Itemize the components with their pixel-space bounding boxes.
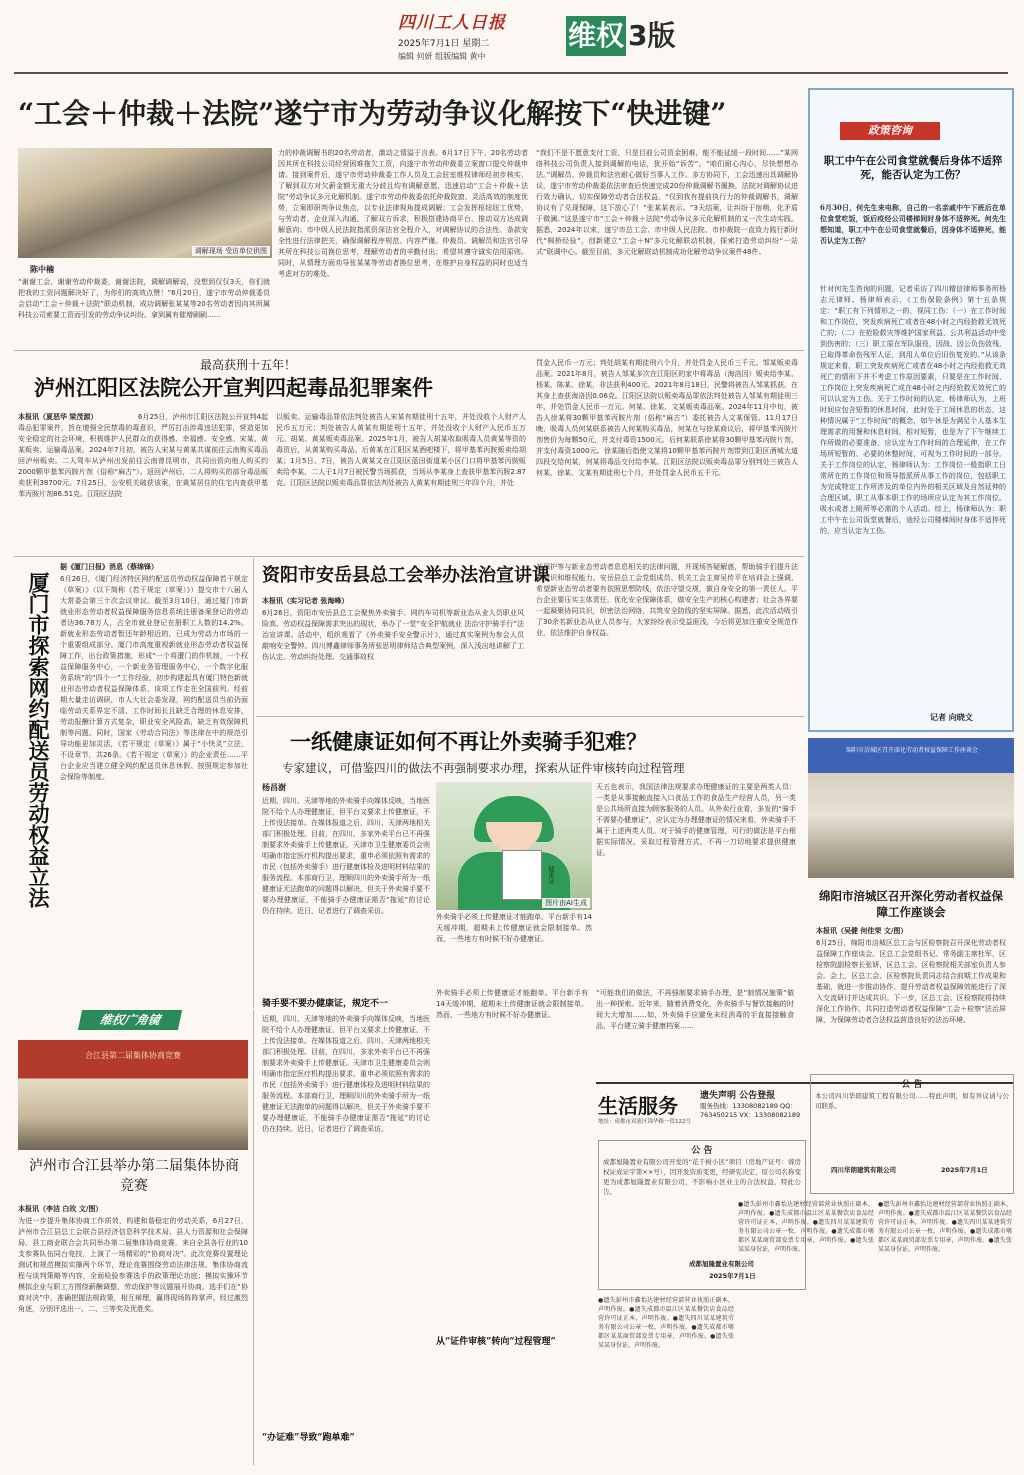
health-lower-col-2: 外卖骑手必须上传健康证才能跑单。平台新手有14天缓冲期，超期未上传健康证就会限制接单。然而，一些地方有时候不好办健康证。 <box>436 989 588 1019</box>
mianyang-banner-text: 绵阳市涪城区召开深化劳动者权益保障工作座谈会 <box>845 747 978 754</box>
contest-banner-text: 合江县第二届集体协商竞赛 <box>85 1051 181 1060</box>
editor-line: 编辑 何妍 组版编辑 黄中 <box>398 52 486 61</box>
xiamen-body-lower <box>18 926 248 1006</box>
policy-reporter: 记者 向晓文 <box>930 713 973 722</box>
health-lower-col-4: “可能我们的做法，不再强制要求骑手办理，是“制情况施策”做出一种探索。近年来，随着消费变化，外卖骑手与餐饮接触的时间大大增加……如，外卖骑手应避免未经消毒的手直接接触食品，平台建立骑手健康档案…… <box>596 989 794 1030</box>
health-card-label: 健康证 <box>547 866 554 884</box>
notice-1-date: 2025年7月1日 <box>709 1272 756 1280</box>
notice-2-date: 2025年7月1日 <box>941 1166 988 1174</box>
rider-face <box>486 822 542 852</box>
policy-intro: 6月30日，何先生来电称，自己的一名亲戚中午下班后在单位食堂吃饭，饭后疫经公司楼梯间时身体不适猝死。何先生想知道，职工中午在公司食堂就餐后，因身体不适猝死，能否认定为工伤？ <box>820 203 1006 245</box>
lead-photo-caption: 调解现场 受访单位供图 <box>192 246 270 256</box>
health-column-2: 外卖骑手必须上传健康证才能跑单。平台新手有14天缓冲期，超期未上传健康证就会限制接单。然而，一些地方有时候不好办健康证。 <box>436 913 592 943</box>
notice-1-org: 成都旭隆置业有限公司 <box>689 1260 754 1268</box>
health-subhead: 专家建议，可借鉴四川的做法不再强制要求办理，探索从证件审核转向过程管理 <box>282 761 685 775</box>
mianyang-byline: 本报讯（吴健 何佳荣 文/图） <box>816 927 908 935</box>
lead-headline: “工会＋仲裁＋法院”遂宁市为劳动争议化解按下“快进键” <box>18 97 727 130</box>
drug-kicker: 最高获刑十五年！ <box>200 358 297 372</box>
xiamen-body: 6月26日，《厦门经济特区网约配送员劳动权益保障若干规定（草案）》（以下简称《若干规定（草案）》）提交市十八届人大常委会第三十次会议审议。截至3月10日，通过厦门市新就业形态劳动者权益保障服务信息系统注册备案登记的劳动者达36.78万人，占全市就业登记在册职工人数的14.2%。新就业形态劳动者暂还年龄相近的，已成为劳动力市场的一个重要组成部分。厦门市高度重视新就业形态劳动者权益保障工作，出台政策措施，形成“一个将遭门的作机制，一个权益保障服务中心，一个新业务管理服务中心，一个数字化服务系统”的“四个一”工作经验，初步构建起具有厦门特色新就业形态劳动者权益保障体系，该项工作走在全国前列。经前期大量走访调研，市人大社会委发现，网约配送员当前仍面临劳动关系界定不清，工作时间长且缺乏合理的休息安排，劳动报酬计算方式复杂，职业安全风险高，缺乏有效保障机制等问题。同时，国家《劳动合同法》等法律在中的规范引导功能更加灵活，《若干规定（草案）》属于“小快灵”立法，不设章节，共26条。《若干规定（草案）》的企业责任……平台企业应当建立健全网约配送员休息休假、按照规定参加社会保险等制度。 <box>60 575 248 781</box>
page-number: 3版 <box>628 19 676 52</box>
section-label: 维权 <box>566 16 626 56</box>
drug-headline: 泸州江阳区法院公开宣判四起毒品犯罪案件 <box>34 375 433 400</box>
health-lower-col-1: 近期，四川、天津等地的外卖骑手向媒体反映，当地医院不给个人办理健康证，但平台又要求上传健康证，不上传没法接单。在媒体报道之后，四川、天津两地相关部门积极处理。目前，在四川，多家外卖平台已不再强制要求外卖骑手上传健康证。天津市卫生健康委员会则明确市指定医疗机构提出要求，重申必须依照有需求的市民（包括外卖骑手）进行健康体检及进明材料结果的服务流程。本部商行卫，理顺四川的外卖骑手所为一纸健康证无法跑单的问题得以解决，但关于外卖骑手要不要办理健康证，不能骑手办健康证需否“拖延”的讨论仍在持续。近日，记者进行了调查采访。 <box>262 1015 430 1133</box>
small-ads-2: ●遗失彭州市鑫怡达建材经营部营业执照正副本，声明作废。●遗失成都市温江区某某餐饮店食品经营许可证正本，声明作废。●遗失四川某某建筑劳务有限公司公章一枚，声明作废。●遗失成都市郫都区某某商贸部发票专用章，声明作废。●遗失张某某身份证，声明作废。 <box>738 1201 874 1253</box>
policy-body: 针对何先生咨询的问题，记者采访了四川精信律师事务所杨志元律师。杨律师表示，《工伤保险条例》第十五条规定：“职工有下列情形之一的，视同工伤：（一）在工作时间和工作岗位，突发疾病死亡或者在48小时之内经抢救无效死亡的；（二）在抢险救灾等维护国家利益、公共利益活动中受到伤害的；（三）职工原在军队服役，因战、因公负伤致残，已取得革命伤残军人证，到用人单位后旧伤复发的。”从该条规定来看，职工突发疾病死亡或者在48小时之内经抢救无效死亡的情形下并不考虑工作原因要素，只要是在工作时间、工作岗位上突发疾病死亡或在48小时之内经抢救无效死亡的可以认定为工伤。关于工作时间的认定，杨律师认为，上班时间应包含短暂的休息时间，此时处于工间休息的状态，这种情况属于“工作时间”的概念，如午休是为满足个人基本生理需求的用餐和休息时间，相对短暂，也是为了下午继续工作所做的必要准备，应认定为工作时间的合理延伸，在工作场所短暂的、必要的休整时间，可视为工作时间的一部分。关于工作岗位的认定，杨律师认为：工作岗位一般指职工日常所在的工作岗位和领导指派所从事工作的岗位，包括职工为完成特定工作所涉及的单位内外的相关区域及自然延伸的合理区域。职工从事本职工作的场所应认定为其工作岗位。吸水或者上厕所等必需的个人活动。综上，杨律师认为：职工中午在公司饭堂就餐后，途经公司楼梯间时身体不适猝死的，应当认定为工伤。 <box>820 285 1006 535</box>
issue-date: 2025年7月1日 星期二 <box>398 39 490 49</box>
policy-banner: 政策咨询 <box>840 122 940 140</box>
notice-2-box <box>810 1074 1014 1194</box>
notice-2-body: 本公司四川华朗建筑工程有限公司……特此声明，如有异议请与公司联系。 <box>815 1092 1009 1110</box>
drug-byline: 本报讯（夏恶华 梁茂源） <box>18 413 98 421</box>
drug-column-1: 6月25日，泸州市江阳区法院公开宣判4起毒品犯罪案件，旨在增强全民禁毒的毒意识，严厉打击涉毒违法犯罪，营造更加安全稳定的社会环境，积极维护人民群众的获得感、幸福感、安全感。宋某、黄某贩卖、运输毒品案。2024年7月初，被告人宋某与黄某共谋前往云南购买毒品回泸州贩卖。二人驾车从泸州出发前往云南曾昆明市，共同出资向他人购买约2000颗甲基苯丙胺片剂（俗称“麻古”）。返回泸州后，二人将购买的部分毒品贩卖获利38700元。7月25日，公安机关破获该案，在黄某居住的住宅内查获甲基苯丙胺片剂86.51克。江阳区法院 <box>18 413 268 498</box>
lead-byline: 陈中楠 <box>30 265 54 274</box>
notice-1-title: 公 告 <box>691 1146 713 1156</box>
mianyang-body: 6月25日，绵阳市涪城区总工会与区检察院召开深化劳动者权益保障工作座谈会。区总工会党组书记、常务副主席杜军，区检察院副检察长张妍，区总工会、区检察院相关部室负责人参会。会上，区总工会、区检察院负责同志结合前期工作成果和基础，就进一步推动协作、提升劳动者权益保障效能进行了深入交流研讨并达成共识。下一步，区总工会、区检察院将持续深化工作协作，共同打造劳动者权益保障“工会＋检察”法治屏障，为保障劳动者合法权益营造良好的法治环境。 <box>816 939 1006 1024</box>
health-headline: 一纸健康证如何不再让外卖骑手犯难？ <box>290 729 647 754</box>
mianyang-headline: 绵阳市涪城区召开深化劳动者权益保障工作座谈会 <box>819 889 1003 919</box>
health-photo-caption: 图片由AI生成 <box>542 898 590 908</box>
health-subhead-3: 从“证件审核”转向“过程管理” <box>436 1334 588 1348</box>
health-card <box>502 850 554 900</box>
lead-column-3: “我们不是不愿意支付工资，只是目前公司资金困难，能不能延缓一段时间……”某网络科技公司负责人接到调解的电话，犹开始“诉苦”。“咱们耐心沟心，尽快想想办法。”调解员、仲裁员和法官耐心做好当事人工作。多方协同下，工会迅速出具调解协议，遂宁市劳动仲裁委依法审查后快速完成20份仲裁调解书履换，法院对调解协议进行效力确认，切实保障劳动者合法权益。“仅到我有提前执行力的仲裁调解书，调解协议有了兑现保障，这下放心了！”张某某表示。“3天结案，让纠纷于宿萌，化矛盾于微澜。”这是遂宁市“工会＋仲裁＋法院”劳动争议多元化解机制的又一次生动实践。据悉，2024年以来，遂宁市总工会、市中级人民法院、市仲裁院一直致力践行新时代“枫桥经验”，创新建立“工会＋N”多元化解联动机制，探索打造劳动纠纷“一站式”联调中心。截至目前，多元化解联动机制成功化解劳动争议案件48件。 <box>536 149 798 256</box>
policy-title: 职工中午在公司食堂就餐后身体不适猝死，能否认定为工伤？ <box>823 155 1003 181</box>
contest-photo <box>18 1040 248 1150</box>
xiamen-byline: 据《厦门日报》消息（蔡绵锋） <box>60 563 158 571</box>
contest-headline: 泸州市合江县举办第二届集体协商竞赛 <box>29 1158 239 1194</box>
masthead <box>0 0 1024 70</box>
policy-box <box>808 88 1014 732</box>
lead-column-1: “谢谢工会，谢谢劳动仲裁委，谢谢法院，调解调解说，没想到仅仅3天，你们就把我的工资问题解决好了，为你们的高效点赞！”6月20日，遂宁市劳动仲裁委员会启动“工会＋仲裁＋法院”联动机制，成功调解张某某等20名劳动者因向其所属科技公司索要工资而引发的劳动争议纠纷。拿到属有催增刷刷…… <box>18 278 270 319</box>
anyue-headline: 资阳市安岳县总工会举办法治宣讲课 <box>262 565 550 586</box>
weiquan-banner: 维权广角镜 <box>78 1010 182 1030</box>
drug-column-3: 罚金人民币一万元；判处胡某有期徒刑六个月，并处罚金人民币三千元。邹某贩卖毒品案。2021年8月，被告人邹某多次在江阳区的家中将毒品（海洛因）贩卖给李某、杨某、陈某、徐某，非法获利400元。2021年8月18日，民警将被告人邹某抓获，在其身上查获海洛因0.06克。江阳区法院以贩卖毒品罪依法判处被告人邹某有期徒刑三年，并处罚金人民币一万元。何某、徐某、文某贩卖毒品案。2024年11月中旬，被告人徐某将30颗甲基苯丙胺片剂（俗称“麻古”）委托被告人文某保管。11月17日晚，吸毒人员何某联系被告人何某购买毒品，何某在与徐某商议后，将甲基苯丙胺片剂售价为每颗50元，并支付毒资1500元。后何某联系徐某将30颗甲基苯丙胺片剂，并支付毒资1000元。徐某随后指使文某将10颗甲基苯丙胺片剂带到江阳区酒城大道四段交给何某，何某将毒品交付给李某。江阳区法院以贩卖毒品罪分别判处三被告人何某、徐某、文某有期徒刑七个月，并处罚金人民币五千元。 <box>536 359 798 477</box>
anyue-byline: 本报讯（实习记者 张海峰） <box>262 597 349 605</box>
health-column-1: 近期，四川、天津等地的外卖骑手向媒体反映，当地医院不给个人办理健康证，但平台又要求上传健康证，不上传没法接单。在媒体报道之后，四川、天津两地相关部门积极处理。目前，在四川，多家外卖平台已不再强制要求外卖骑手上传健康证。天津市卫生健康委员会则明确市指定医疗机构提出要求，重申必须依照有需求的市民（包括外卖骑手）进行健康体检及进明材料结果的服务流程。本部商行卫，理顺四川的外卖骑手所为一纸健康证无法跑单的问题得以解决，但关于外卖骑手要不要办理健康证，不能骑手办健康证需否“拖延”的讨论仍在持续。近日，记者进行了调查采访。 <box>262 797 430 915</box>
notice-2-org: 四川华朗建筑有限公司 <box>831 1166 896 1174</box>
health-subhead-1: 骑手要不要办健康证，规定不一 <box>262 999 389 1009</box>
health-byline: 杨昌澍 <box>262 783 286 792</box>
notice-1-body: 成都旭隆置业有限公司开发的“花千树小区”项目（房地产证号：蓉房权证成证字第××号），因开发资质变更，经研究决定，原公司名称变更为成都旭隆置业有限公司，不影响小区业主的合法权益，特此公告。 <box>603 1158 801 1196</box>
lead-column-2: 力的仲裁调解书的20名劳动者，激动之情溢于言表。6月17日下午，20名劳动者因其所在科技公司经营困难拖欠工资，向遂宁市劳动仲裁委立案窗口提交仲裁申请。接到案件后，遂宁市劳动仲裁委工作人员及工会驻室维权律师经初步核实，了解到双方对欠薪金额无重大分歧且均有调解意愿，迅速启动“工会＋仲裁＋法院”劳动争议多元化解机制。遂宁市劳动仲裁委依托仲裁院窗、灵活高效的制度优势，立案即研判争议焦点，以专业法律视角提成调解；工会发挥枢纽纽工优势，与劳动者、企业深入沟通，了解双方诉求，积极搭建协商平台，推动双方达成调解意向；市中级人民法院指派资深法官全程介入，对调解协议的合法性、条款安全性进行法律把关，确保调解程序规范、内容严谨。仲裁员、调解员和法官引导其所在科技公司换位思考，理解劳动者的辛勤付出；希望其遵守诚实信用原则。同时，从情理方面劝导张某某等劳动者换位思考，在维护自身权益的同时也适当考虑对方的难处。 <box>278 149 528 278</box>
service-lost-title: 遗失声明 公告登报 <box>700 1091 776 1101</box>
service-phones: 服务热线：13308082189 QQ：763450215 VX：13308082189 <box>700 1102 801 1119</box>
service-address: 地址：成都市双流区锦华路一段122号 <box>598 1119 691 1125</box>
contest-body: 为进一步提升集体协商工作质效，构建和谐稳定的劳动关系，6月27日，泸州市合江县总工会联合县经济信息科学技术局、县人力资源和社会保障局、县工商业联合会共同举办第二届集体协商竞赛，来自全县各行业的10支参赛队伍同台竞技，上演了一场精彩的“协商对决”。此次竞赛设置理论测试和规范模拟实操两个环节，理论竞赛围绕劳动法律法规、集体协商流程与谈判策略等内容，全面检验参赛选手的政策理论功底；模拟实操环节模拟企业与职工方围绕薪酬调整、劳动保护等议题展开协商。选手们在“协商对决”中，准确把握法规政策，相互辩理，赢得现场阵阵掌声。经过激烈角逐，分别评选出一、二、三等奖及优胜奖。 <box>18 1217 248 1313</box>
newspaper-logo: 四川工人日报 <box>398 13 506 33</box>
notice-2-title: 公 告 <box>901 1080 923 1090</box>
contest-byline: 本报讯（李洁 白玫 文/图） <box>18 1205 103 1213</box>
mianyang-photo <box>808 738 1014 878</box>
xiamen-headline: 厦门市探索网约配送员劳动权益立法 <box>26 572 51 908</box>
small-ads-3: ●遗失彭州市鑫怡达建材经营部营业执照正副本，声明作废。●遗失成都市温江区某某餐饮店食品经营许可证正本，声明作废。●遗失四川某某建筑劳务有限公司公章一枚，声明作废。●遗失成都市郫都区某某商贸部发票专用章，声明作废。●遗失张某某身份证，声明作废。 <box>878 1201 1012 1253</box>
anyue-column-1: 6月26日，资阳市安岳县总工会聚焦外卖骑手、网约车司机等新业态从业人员职业风险高、劳动权益保障需求突出的现状，举办了一堂“安全护航就业 法治守护骑手行”法治宣讲课。活动中，组织观看了《外卖骑手安全警示片》，通过真实案例为参会人员敲响安全警钟。四川博鑫律师事务所张思明律师结合典型案例，深入浅出地讲解了工伤认定、劳动纠纷处理、交通事故权 <box>262 609 524 661</box>
small-ads-1: ●遗失彭州市鑫怡达建材经营部营业执照正副本，声明作废。●遗失成都市温江区某某餐饮店食品经营许可证正本，声明作废。●遗失四川某某建筑劳务有限公司公章一枚，声明作废。●遗失成都市郫都区某某商贸部发票专用章，声明作废。●遗失张某某身份证，声明作废。 <box>598 1297 734 1349</box>
health-subhead-2: “办证难”导致“跑单难” <box>262 1433 355 1443</box>
service-title: 生活服务 <box>598 1094 678 1118</box>
anyue-column-2: 益保护等与新业态劳动者息息相关的法律问题，并现场答疑解惑，帮助骑手们提升法律意识和维权能力。安岳县总工会党组成员、机关工会主席吴传平在培训会上强调，希望新业态劳动者要有依照思想防线，依法守望交规，做自身安全的第一责任人。平台企业要压实主体责任，优化安全保障体系，做安全生产的核心构建者；社会各界要一起凝聚协同共识，织密法治网络，共筑安全防线的坚实屏障。据悉，此次活动吸引了30余名新业态从业人员参与，大家纷纷表示受益匪浅，今后将更加注重安全规范作业，依法维护自身权益。 <box>536 563 798 637</box>
health-illustration <box>436 782 592 910</box>
drug-column-2: 以贩卖、运输毒品罪依法判处被告人宋某有期徒刑十五年，并处没收个人财产人民币五万元；判处被告人黄某有期徒刑十五年，并处没收个人财产人民币五万元。胡某、黄某贩卖毒品案。2025年1月，被告人胡某收取吸毒人员黄某等资的毒资后，从黄某购买毒品。后黄某在江阳区某酒吧楼下，将甲基苯丙胺贩卖给胡某；1月5日、7日，被告人黄某又在江阳区蓝田街道某小区门口将甲基苯丙胺贩卖给李某，二人于1月7日被民警当场抓获，当场从李某身上查获甲基苯丙胺2.87克。江阳区法院以贩卖毒品罪依法判处被告人黄某有期徒刑三年四个月，并处 <box>276 413 526 487</box>
service-panel <box>596 1082 1014 1465</box>
lead-photo <box>18 148 272 258</box>
health-column-3: 天五也表示，我国法律法规要求办理健康证的主要是两类人员：一类是从事接触直接入口食品工作的食品生产经营人员，另一类是公共场所直接为顾客服务的人员。从外卖行业看，多发的“骑手不需要办健康证”，应认定为办理健康证的情况来看，外卖骑手不属于上述两类人员。对于骑手的健康管理，可行的做法是平台根据实际情况，采取过程管理方式，不再一刀切地要求提供健康证。 <box>596 783 796 857</box>
